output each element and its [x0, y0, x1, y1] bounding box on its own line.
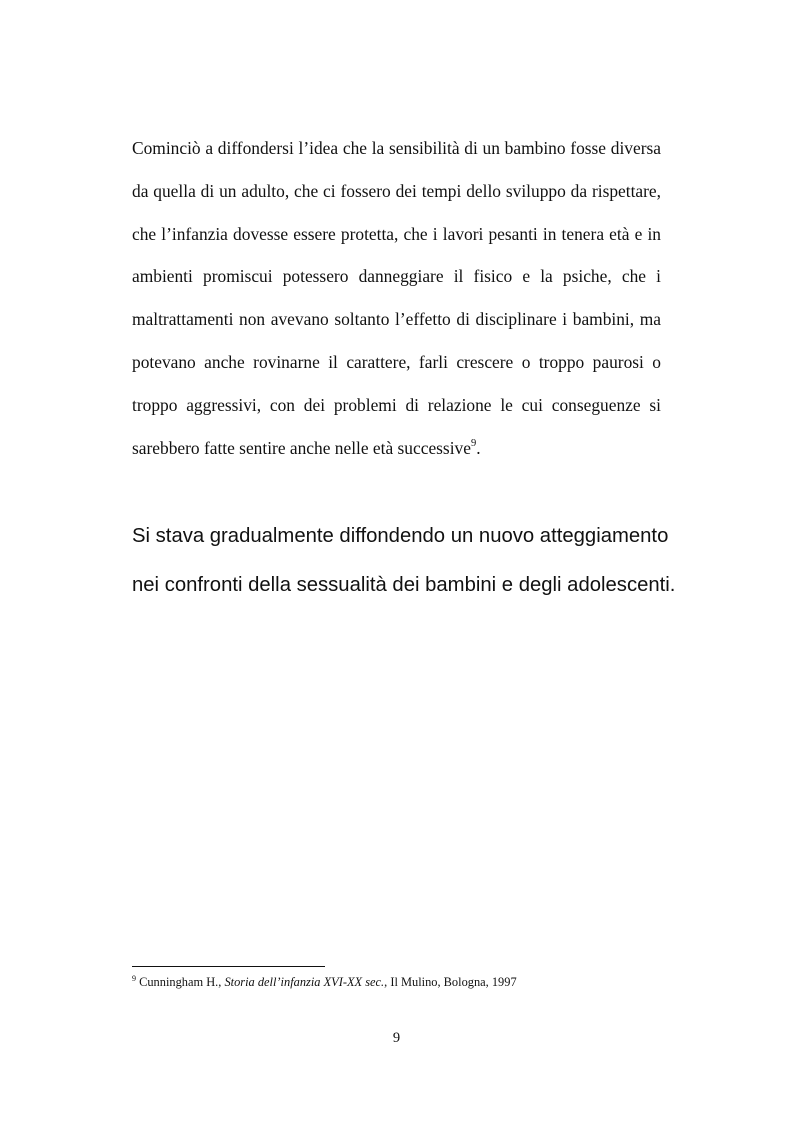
footnote-separator	[132, 966, 325, 967]
body-paragraph	[132, 127, 661, 469]
footnote-author: Cunningham H.,	[136, 975, 225, 989]
footnote-publication: , Il Mulino, Bologna, 1997	[384, 975, 517, 989]
second-paragraph	[132, 512, 692, 609]
footnote-title: Storia dell’infanzia XVI-XX sec.	[224, 975, 385, 989]
page-number: 9	[392, 1030, 401, 1046]
footnote-number: 9	[132, 973, 136, 983]
body-paragraph-text: Cominciò a diffondersi l’idea che la sensibilità di un bambino fosse diversa da quella di un adulto, che ci fossero dei tempi dello sviluppo da rispettare, che l’infanzia dovesse essere protetta, che i lavori pesanti in tenera età e in ambienti promiscui potessero danneggiare il fisico e la psiche, che i maltrattamenti non avevano soltanto l’effetto di disciplinare i bambini, ma potevano anche rovinarne il carattere, farli crescere o troppo paurosi o troppo aggressivi, con dei problemi di relazione le cui conseguenze si sarebbero fatte sentire anche nelle età successive	[132, 138, 661, 458]
footnote-reference[interactable]: 9	[470, 437, 477, 449]
footnote	[132, 974, 692, 990]
body-paragraph-end: .	[476, 437, 481, 458]
second-paragraph-line-1: Si stava gradualmente diffondendo un nuovo atteggiamento	[132, 525, 669, 547]
second-paragraph-line-2: nei confronti della sessualità dei bambini e degli adolescenti.	[132, 573, 676, 596]
